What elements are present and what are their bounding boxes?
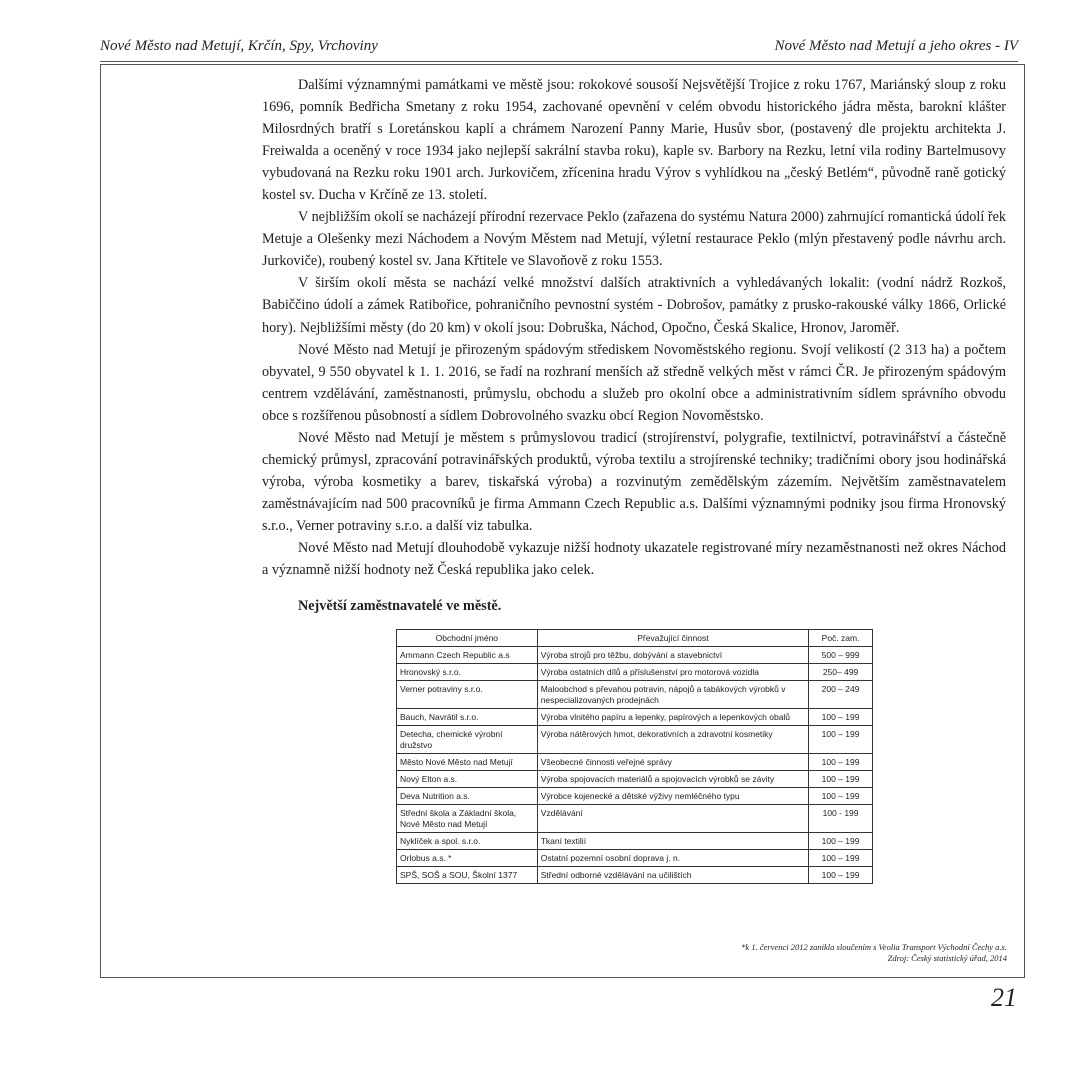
cell-employees: 200 – 249 (809, 681, 873, 709)
employers-table (396, 629, 873, 884)
header-activity: Převažující činnost (537, 630, 808, 647)
cell-activity: Střední odborné vzdělávání na učilištích (537, 867, 808, 884)
table-row (397, 867, 873, 884)
cell-company: Verner potraviny s.r.o. (397, 681, 538, 709)
cell-company: Nový Elton a.s. (397, 771, 538, 788)
cell-employees: 100 – 199 (809, 709, 873, 726)
table-row (397, 647, 873, 664)
cell-employees: 100 – 199 (809, 833, 873, 850)
cell-employees: 100 – 199 (809, 771, 873, 788)
body-text (262, 74, 1006, 581)
cell-employees: 100 – 199 (809, 754, 873, 771)
paragraph-region-center: Nové Město nad Metují je přirozeným spádovým střediskem Novoměstského regionu. Svojí velikostí (2 313 ha) a počtem obyvatel, 9 550 obyvatel k 1. 1. 2016, se řadí na rozhraní menších až středně velkých měst v rámci ČR. Je přirozeným spádovým centrem vzdělávání, zaměstnanosti, průmyslu, obchodu a služeb pro okolní obce a administrativním sídlem správního obvodu obce s rozšířenou působností a sídlem Dobrovolného svazku obcí Region Novoměstsko. (262, 341, 1006, 424)
cell-activity: Všeobecné činnosti veřejné správy (537, 754, 808, 771)
paragraph-industry: Nové Město nad Metují je městem s průmyslovou tradicí (strojírenství, polygrafie, textilnictví, potravinářství a částečně chemický průmysl, zpracování potravinářských produktů, výroba textilu a strojírenské techniky; tradičními obory jsou hodinářská výroba, výroba kosmetiky a barev, tiskařská výroba) a rozvinutým zemědělským zázemím. Největším zaměstnavatelem zaměstnávajícím nad 500 pracovníků je firma Ammann Czech Republic a.s. Dalšími významnými podniky jsou firma Hronovský s.r.o., Verner potraviny s.r.o. a další viz tabulka. (262, 429, 1006, 534)
header-rule (100, 61, 1018, 62)
cell-activity: Tkaní textilií (537, 833, 808, 850)
table-row (397, 805, 873, 833)
cell-activity: Ostatní pozemní osobní doprava j. n. (537, 850, 808, 867)
cell-employees: 500 – 999 (809, 647, 873, 664)
table-row (397, 754, 873, 771)
cell-company: Ammann Czech Republic a.s (397, 647, 538, 664)
cell-employees: 250– 499 (809, 664, 873, 681)
cell-company: Deva Nutrition a.s. (397, 788, 538, 805)
cell-employees: 100 – 199 (809, 867, 873, 884)
cell-employees: 100 – 199 (809, 788, 873, 805)
source-note: Zdroj: Český statistický úřad, 2014 (887, 953, 1007, 963)
cell-company: Hronovský s.r.o. (397, 664, 538, 681)
cell-company: Nyklíček a spol. s.r.o. (397, 833, 538, 850)
cell-activity: Výrobce kojenecké a dětské výživy nemléčného typu (537, 788, 808, 805)
table-row (397, 850, 873, 867)
table-row (397, 681, 873, 709)
table-header-row (397, 630, 873, 647)
cell-activity: Výroba spojovacích materiálů a spojovacích výrobků se závity (537, 771, 808, 788)
cell-company: Orlobus a.s. * (397, 850, 538, 867)
running-header-right: Nové Město nad Metují a jeho okres - IV (774, 38, 1018, 54)
table-row (397, 709, 873, 726)
table-row (397, 788, 873, 805)
table-title: Největší zaměstnavatelé ve městě. (298, 598, 502, 614)
paragraph-monuments: Dalšími významnými památkami ve městě jsou: rokokové sousoší Nejsvětější Trojice z roku 1767, Mariánský sloup z roku 1696, pomník Bedřicha Smetany z roku 1954, zachované opevnění v celém obvodu historického jádra města, barokní klášter Milosrdných bratří s Loretánskou kaplí a chrámem Narození Panny Marie, Husův sbor, (postavený dle projektu architekta J. Freiwalda a oceněný v roce 1934 jako nejlepší sakrální stavba roku), kaple sv. Barbory na Rezku, letní vila rodiny Bartelmusovy vybudovaná na Rezku roku 1901 arch. Jurkovičem, zřícenina hradu Výrov s vyhlídkou na „český Betlém“, původně raně gotický kostel sv. Ducha v Krčíně ze 13. století. (262, 77, 1006, 204)
footnote: *k 1. červenci 2012 zanikla sloučením s Veolia Transport Východní Čechy a.s. (741, 942, 1007, 952)
header-company: Obchodní jméno (397, 630, 538, 647)
cell-company: SPŠ, SOŠ a SOU, Školní 1377 (397, 867, 538, 884)
cell-employees: 100 – 199 (809, 850, 873, 867)
cell-activity: Výroba vlnitého papíru a lepenky, papírových a lepenkových obalů (537, 709, 808, 726)
paragraph-surroundings: V nejbližším okolí se nacházejí přírodní rezervace Peklo (zařazena do systému Natura 2000) zahrnující romantická údolí řek Metuje a Olešenky mezi Náchodem a Novým Městem nad Metují, výletní restaurace Peklo (mlýn přestavený podle návrhu arch. Jurkoviče), roubený kostel sv. Jana Křtitele ve Slavoňově z roku 1553. (262, 209, 1006, 270)
table-row (397, 833, 873, 850)
cell-activity: Výroba nátěrových hmot, dekorativních a zdravotní kosmetiky (537, 726, 808, 754)
header-employees: Poč. zam. (809, 630, 873, 647)
table-notes (741, 942, 1007, 964)
cell-activity: Výroba ostatních dílů a příslušenství pro motorová vozidla (537, 664, 808, 681)
table-row (397, 771, 873, 788)
cell-activity: Maloobchod s převahou potravin, nápojů a tabákových výrobků v nespecializovaných prodejnách (537, 681, 808, 709)
running-header-left: Nové Město nad Metují, Krčín, Spy, Vrchoviny (100, 38, 378, 54)
cell-company: Detecha, chemické výrobní družstvo (397, 726, 538, 754)
page-number: 21 (991, 983, 1017, 1012)
cell-company: Město Nové Město nad Metují (397, 754, 538, 771)
cell-activity: Vzdělávání (537, 805, 808, 833)
table-row (397, 726, 873, 754)
cell-activity: Výroba strojů pro těžbu, dobývání a stavebnictví (537, 647, 808, 664)
cell-company: Bauch, Navrátil s.r.o. (397, 709, 538, 726)
cell-employees: 100 – 199 (809, 726, 873, 754)
paragraph-wider-area: V širším okolí města se nachází velké množství dalších atraktivních a vyhledávaných lokalit: (vodní nádrž Rozkoš, Babiččino údolí a zámek Ratibořice, pohraničního pevnostní systém - Dobrošov, památky z prusko-rakouské války 1866, Orlické hory). Nejbližšími městy (do 20 km) v okolí jsou: Dobruška, Náchod, Opočno, Česká Skalice, Hronov, Jaroměř. (262, 275, 1006, 336)
cell-employees: 100 - 199 (809, 805, 873, 833)
cell-company: Střední škola a Základní škola, Nové Město nad Metují (397, 805, 538, 833)
table-row (397, 664, 873, 681)
paragraph-unemployment: Nové Město nad Metují dlouhodobě vykazuje nižší hodnoty ukazatele registrované míry nezaměstnanosti než okres Náchod a významně nižší hodnoty než Česká republika jako celek. (262, 539, 1006, 579)
